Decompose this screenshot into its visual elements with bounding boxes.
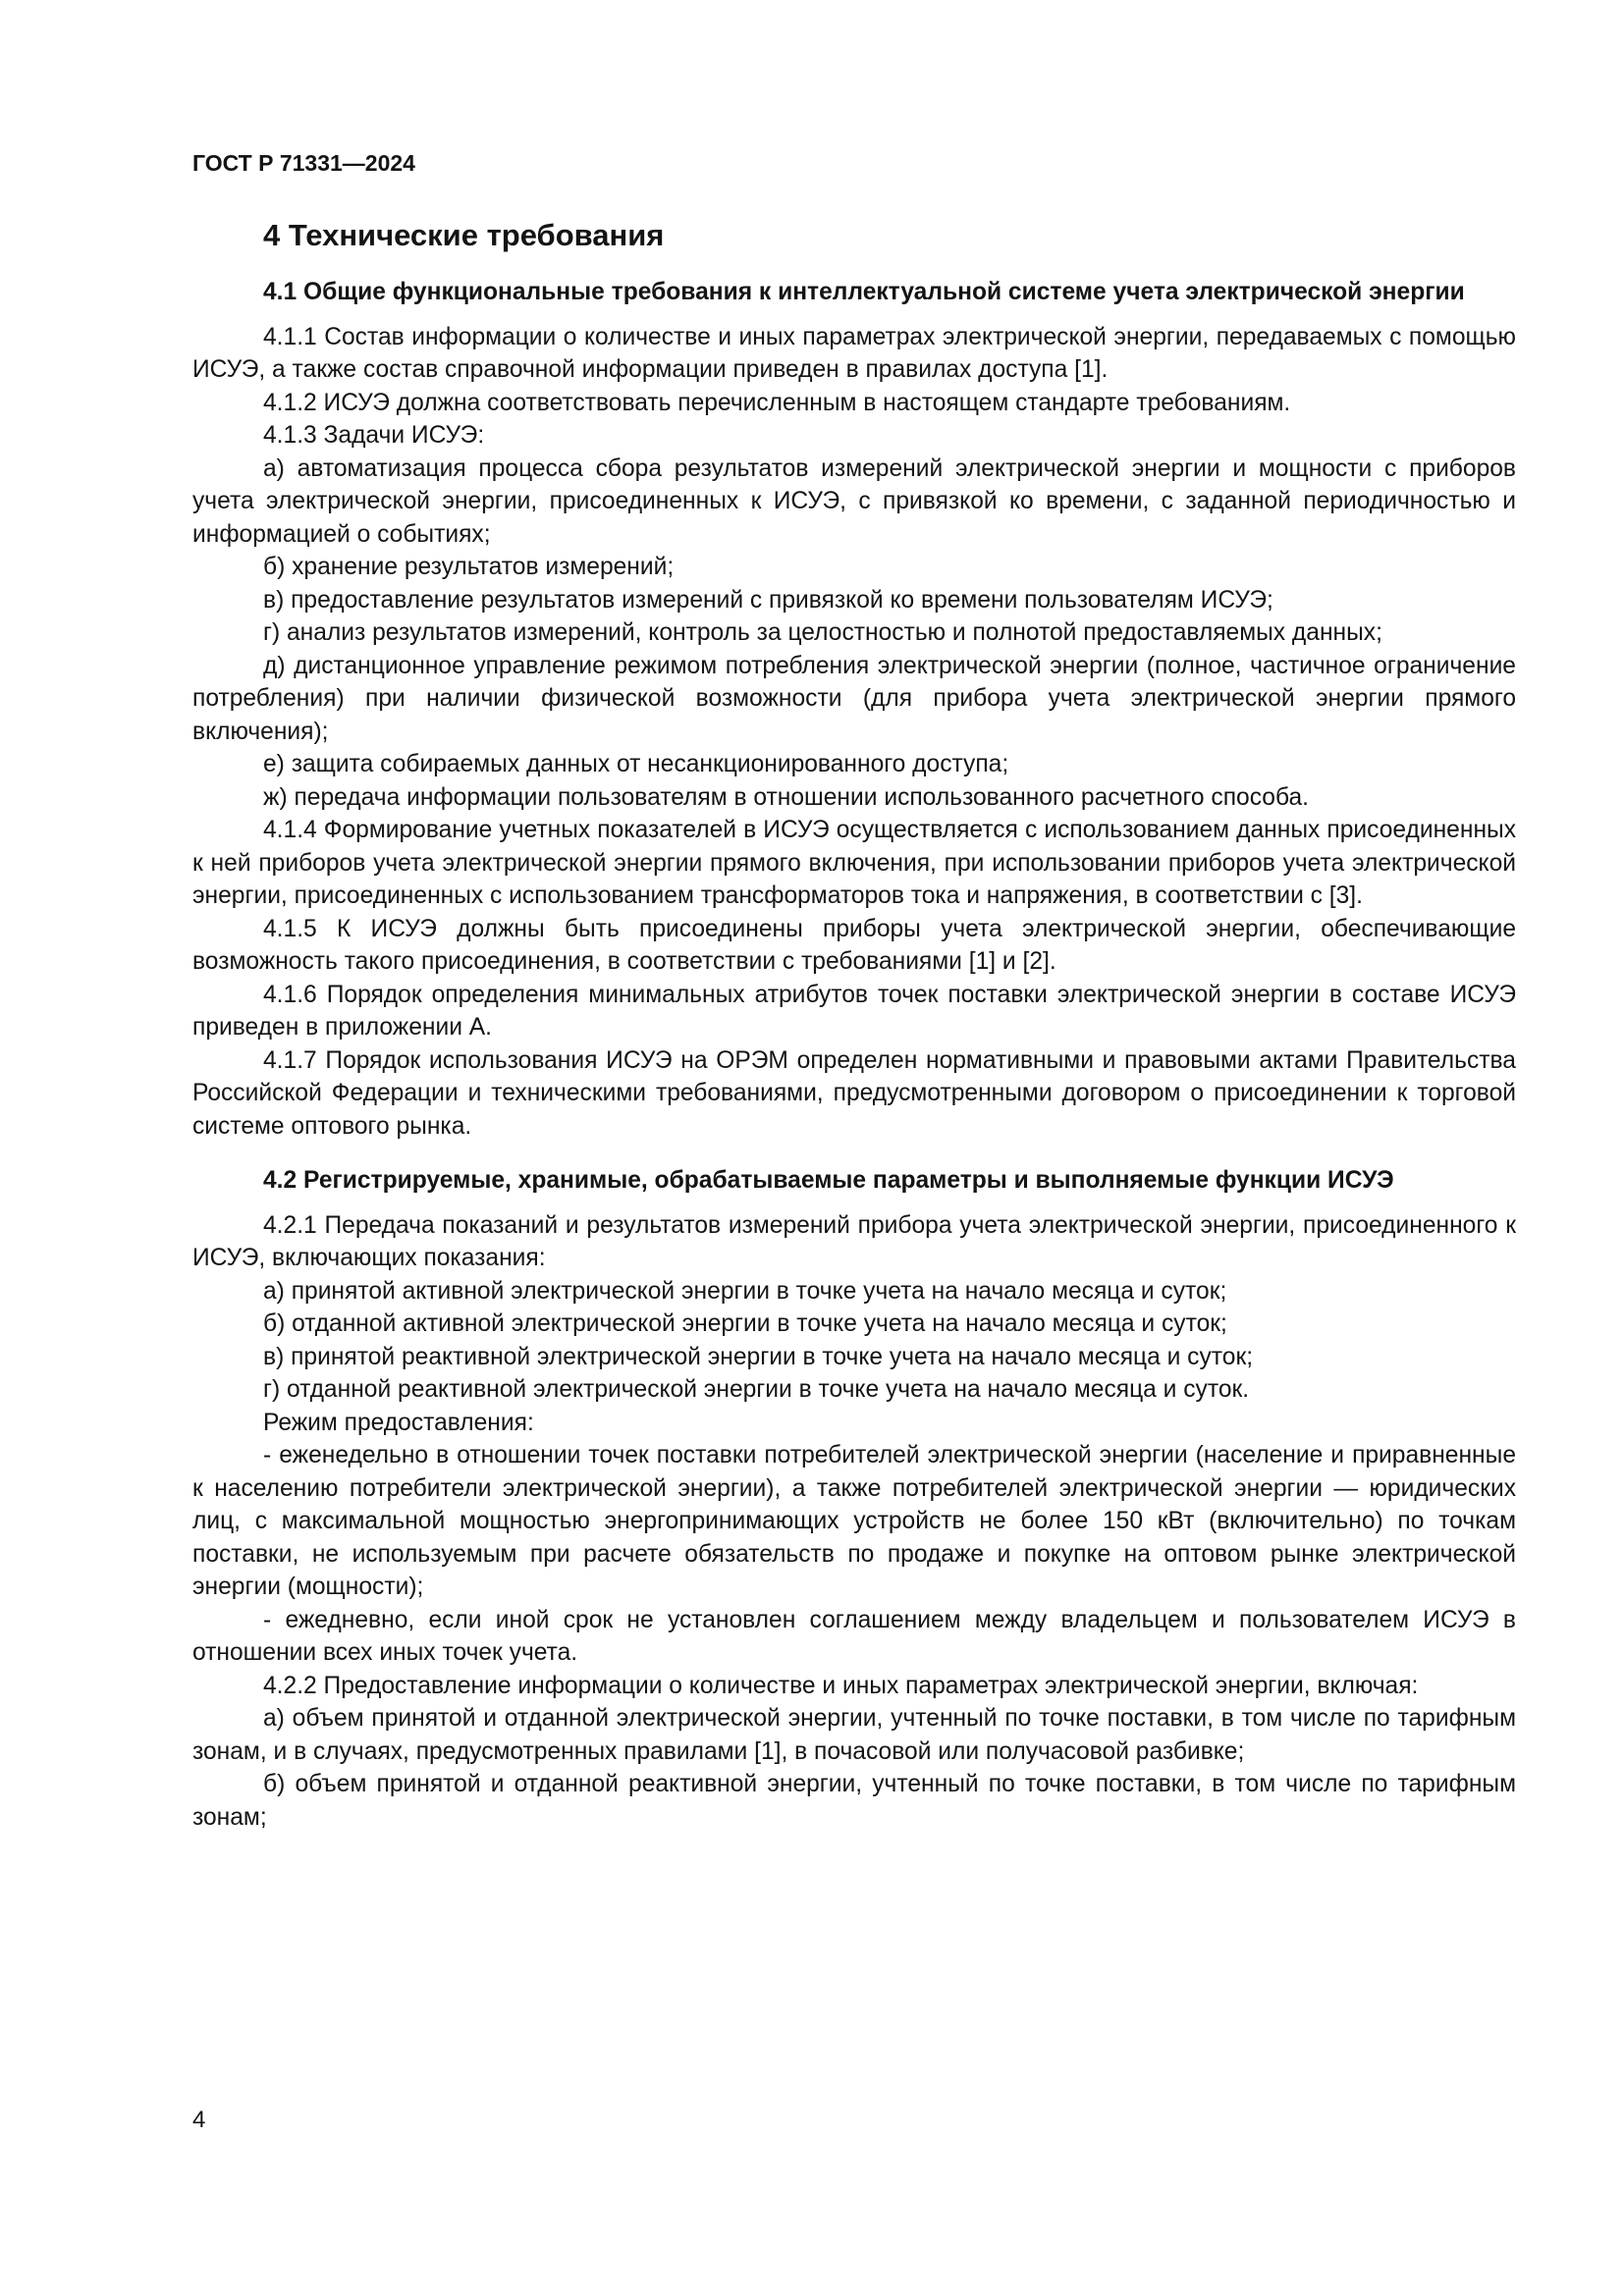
paragraph: 4.1.3 Задачи ИСУЭ:	[263, 422, 485, 449]
list-item: б) хранение результатов измерений;	[263, 554, 675, 580]
list-item: ж) передача информации пользователям в отношении использованного расчетного способа.	[263, 783, 1309, 811]
page-number: 4	[192, 2107, 206, 2133]
document-header: ГОСТ Р 71331—2024	[192, 150, 415, 176]
list-item: б) объем принятой и отданной реактивной энергии, учтенный по точке поставки, в том числе по тарифным зонам;	[192, 1771, 1516, 1831]
paragraph: 4.1.5 К ИСУЭ должны быть присоединены приборы учета электрической энергии, обеспечивающие возможность такого присоединения, в соответствии с требованиями [1] и [2].	[192, 915, 1516, 975]
paragraph: 4.1.2 ИСУЭ должна соответствовать перечисленным в настоящем стандарте требованиям.	[263, 389, 1291, 416]
list-item: г) отданной реактивной электрической энергии в точке учета на начало месяца и суток.	[263, 1376, 1250, 1403]
list-item: в) принятой реактивной электрической энергии в точке учета на начало месяца и суток;	[263, 1343, 1254, 1370]
list-item: - ежедневно, если иной срок не установлен соглашением между владельцем и пользователем ИСУЭ в отношении всех иных точек учета.	[192, 1606, 1516, 1666]
list-item: г) анализ результатов измерений, контроль за целостностью и полнотой предоставляемых данных;	[263, 619, 1382, 646]
list-item: д) дистанционное управление режимом потребления электрической энергии (полное, частичное ограничение потребления) при наличии физической возможности (для прибора учета электрической энергии прямого включения);	[192, 652, 1516, 745]
paragraph: 4.2.2 Предоставление информации о количестве и иных параметрах электрической энергии, включая:	[263, 1672, 1419, 1699]
list-item: е) защита собираемых данных от несанкционированного доступа;	[263, 751, 1009, 777]
list-item: а) объем принятой и отданной электрической энергии, учтенный по точке поставки, в том числе по тарифным зонам, и в случаях, предусмотренных правилами [1], в почасовой или получасовой разбивке;	[192, 1705, 1516, 1765]
list-item: б) отданной активной электрической энергии в точке учета на начало месяца и суток;	[263, 1310, 1227, 1337]
list-item: а) автоматизация процесса сбора результатов измерений электрической энергии и мощности с приборов учета электрической энергии, присоединенных к ИСУЭ, с привязкой ко времени, с заданной периодичностью и информацией о событиях;	[192, 454, 1516, 548]
paragraph: 4.1.6 Порядок определения минимальных атрибутов точек поставки электрической энергии в составе ИСУЭ приведен в приложении А.	[192, 981, 1516, 1041]
list-item: - еженедельно в отношении точек поставки потребителей электрической энергии (население и приравненные к населению потребители электрической энергии), а также потребителей электрической энергии — юридических лиц, с максимальной мощностью энергопринимающих устройств не более 150 кВт (включительно) по точкам поставки, не используемым при расчете обязательств по продаже и покупке на оптовом рынке электрической энергии (мощности);	[192, 1442, 1516, 1600]
paragraph: 4.1.1 Состав информации о количестве и иных параметрах электрической энергии, передаваемых с помощью ИСУЭ, а также состав справочной информации приведен в правилах доступа [1].	[192, 323, 1516, 383]
subsection-title: 4.2 Регистрируемые, хранимые, обрабатываемые параметры и выполняемые функции ИСУЭ	[263, 1167, 1394, 1194]
list-item: а) принятой активной электрической энергии в точке учета на начало месяца и суток;	[263, 1277, 1227, 1305]
paragraph: 4.1.7 Порядок использования ИСУЭ на ОРЭМ определен нормативными и правовыми актами Правительства Российской Федерации и техническими требованиями, предусмотренными договором о присоединении к торговой системе оптового рынка.	[192, 1046, 1516, 1140]
subsection-title: 4.1 Общие функциональные требования к интеллектуальной системе учета электрической энергии	[263, 279, 1465, 305]
paragraph: 4.2.1 Передача показаний и результатов измерений прибора учета электрической энергии, присоединенного к ИСУЭ, включающих показания:	[192, 1211, 1516, 1271]
section-title: 4 Технические требования	[263, 218, 665, 252]
document-body	[192, 216, 1516, 1834]
paragraph: Режим предоставления:	[263, 1409, 534, 1436]
list-item: в) предоставление результатов измерений с привязкой ко времени пользователям ИСУЭ;	[263, 586, 1273, 614]
paragraph: 4.1.4 Формирование учетных показателей в ИСУЭ осуществляется с использованием данных присоединенных к ней приборов учета электрической энергии прямого включения, при использовании приборов учета электрической энергии, присоединенных с использованием трансформаторов тока и напряжения, в соответствии с [3].	[192, 817, 1516, 909]
